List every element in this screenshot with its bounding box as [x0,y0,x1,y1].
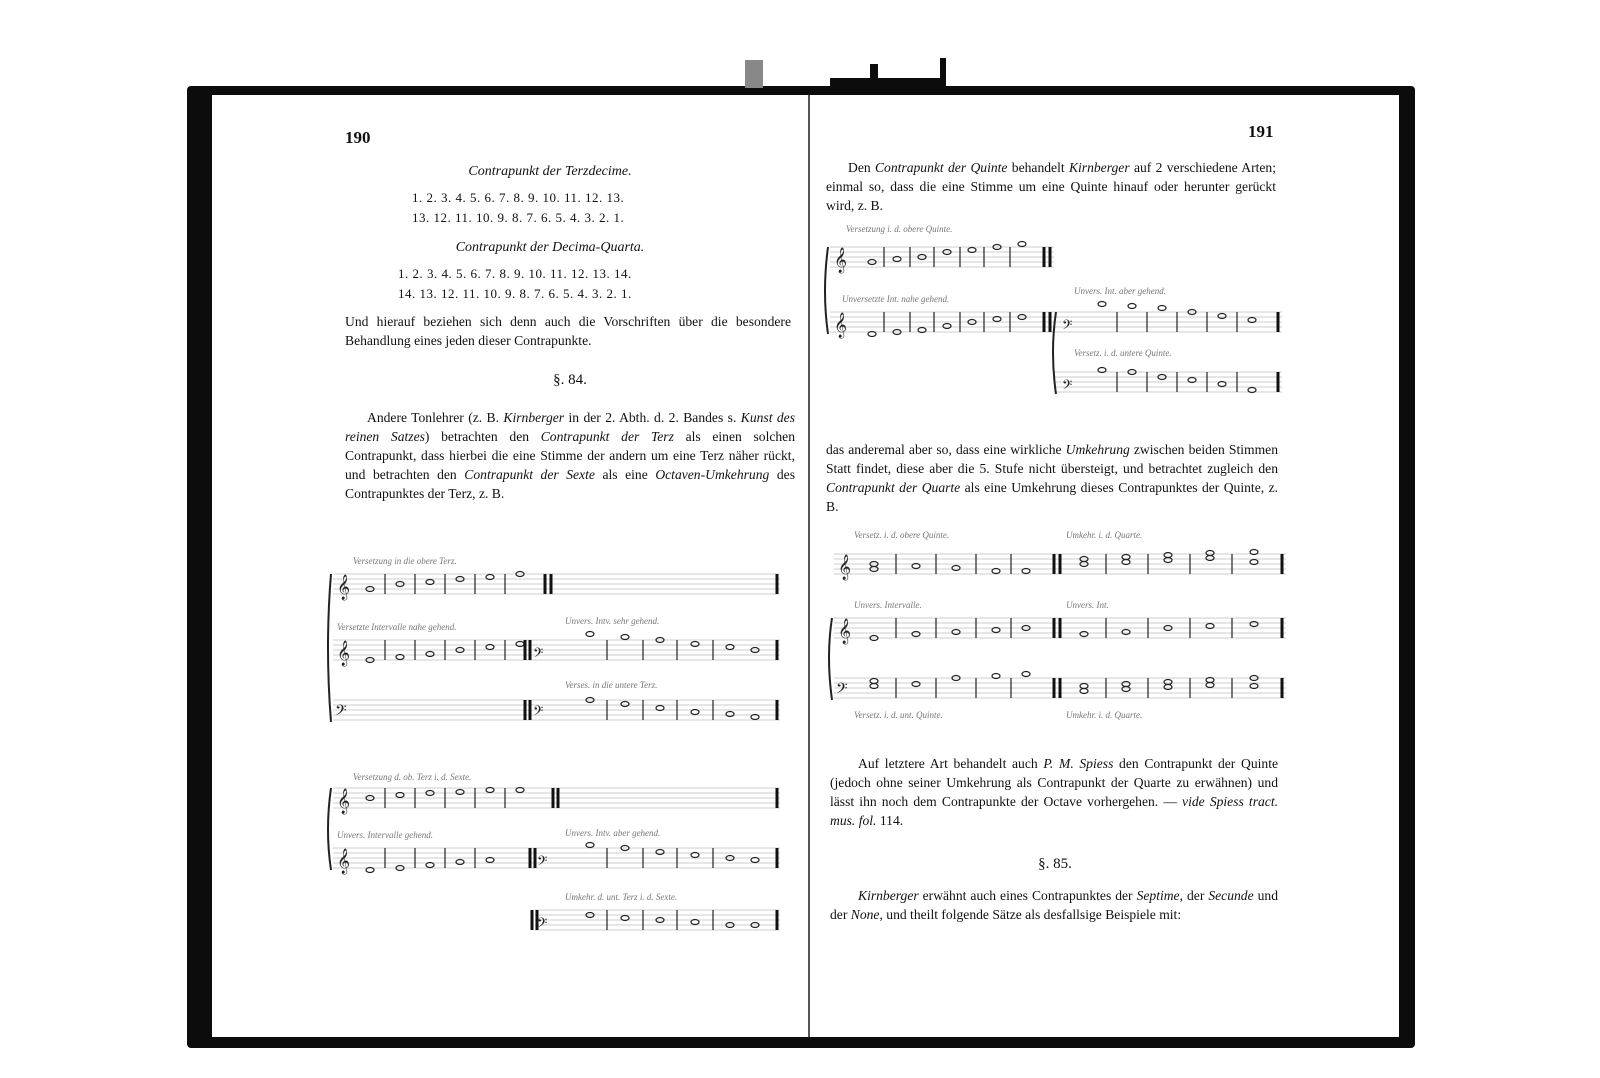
text-run: als einen solchen Contrapunkt, dass hierbei die eine Stimme der andern um eine Terz näher rückt, und betrachten den [345,429,796,482]
music-example-sexte [325,770,795,940]
text-run: 114. [876,813,904,828]
caption: Versetz. i. d. unt. Quinte. [854,710,943,720]
name-spiess: P. M. Spiess [1043,756,1114,771]
caption: Unversetzte Int. nahe gehend. [842,294,950,304]
text-run: den Contrapunkt der Quinte (jedoch ohne seiner Umkehrung als Contrapunkt der Quarte zu erwähnen) und lässt ihn noch dem Contrapunkte der Octave vorhergehen. — [830,756,1279,809]
term-septime: Septime [1136,888,1180,903]
svg-text:𝄢: 𝄢 [537,917,548,934]
caption: Versetzte Intervalle nahe gehend. [337,622,457,632]
text-run: und der [830,888,1278,922]
term-octaven-umkehrung: Octaven-Umkehrung [655,467,770,482]
svg-text:𝄞: 𝄞 [337,848,351,873]
svg-text:𝄞: 𝄞 [337,640,351,665]
svg-text:𝄞: 𝄞 [337,574,351,599]
section-84: §. 84. [553,372,587,388]
svg-text:𝄢: 𝄢 [335,702,347,722]
svg-text:𝄞: 𝄞 [834,312,848,337]
caption: Versetzung d. ob. Terz i. d. Sexte. [353,772,472,782]
right-paragraph-3 [830,754,1278,830]
text-run: , und theilt folgende Sätze als desfallsige Beispiele mit: [879,907,1182,922]
right-paragraph-1 [826,158,1276,215]
caption: Umkehr. i. d. Quarte. [1066,530,1143,540]
caption: Verses. in die untere Terz. [565,680,658,690]
text-run: ) betrachten den [424,429,541,444]
citation-spiess: vide Spiess tract. mus. fol. [830,794,1278,828]
svg-text:𝄢: 𝄢 [533,647,544,664]
cover-top-smudge [745,60,763,88]
left-paragraph-1 [345,312,791,350]
text-run: in der 2. Abth. d. 2. Bandes s. [564,410,741,425]
caption: Unvers. Int. [1066,600,1109,610]
music-example-quinte [822,222,1292,404]
left-paragraph-1-text: Und hierauf beziehen sich denn auch die Vorschriften über die besondere Behandlung eines jeden dieser Contrapunkte. [345,314,791,348]
text-run: Auf letztere Art behandelt auch [858,756,1044,771]
svg-text:𝄢: 𝄢 [836,680,848,700]
cover-top-strip [830,78,940,88]
right-paragraph-2 [826,440,1278,516]
svg-text:𝄢: 𝄢 [533,705,544,722]
decima-quarta-row-1: 1. 2. 3. 4. 5. 6. 7. 8. 9. 10. 11. 12. 13. 14. [398,266,632,281]
caption: Umkehr. d. unt. Terz i. d. Sexte. [565,892,678,902]
left-paragraph-2 [345,408,795,503]
term-contrapunkt-quinte: Contrapunkt der Quinte [874,160,1008,175]
music-example-quarte [826,526,1296,726]
text-run: behandelt [1007,160,1069,175]
caption: Unvers. Intervalle. [854,600,922,610]
caption: Versetz. i. d. untere Quinte. [1074,348,1172,358]
right-page-number: 191 [1248,122,1274,141]
term-secunde: Secunde [1208,888,1254,903]
text-run: , der [1179,888,1209,903]
term-contrapunkt-terz: Contrapunkt der Terz [540,429,674,444]
name-kirnberger: Kirnberger [503,410,565,425]
term-umkehrung: Umkehrung [1065,442,1130,457]
text-run: zwischen beiden Stimmen Statt findet, diese aber die 5. Stufe nicht übersteigt, und betrachtet zugleich den [826,442,1278,476]
term-none: None [850,907,880,922]
heading-decima-quarta: Contrapunkt der Decima-Quarta. [455,240,645,255]
text-run: als eine [594,467,656,482]
terzdecime-row-2: 13. 12. 11. 10. 9. 8. 7. 6. 5. 4. 3. 2. 1. [412,210,625,225]
name-kirnberger: Kirnberger [1068,160,1130,175]
caption: Versetzung in die obere Terz. [353,556,457,566]
svg-text:𝄞: 𝄞 [834,247,848,272]
text-run: Den [848,160,875,175]
heading-terzdecime: Contrapunkt der Terzdecime. [468,164,632,179]
text-run: des Contrapunktes der Terz, z. B. [345,467,795,501]
text-run: Andere Tonlehrer (z. B. [367,410,504,425]
caption: Unvers. Intervalle gehend. [337,830,433,840]
caption: Unvers. Int. aber gehend. [1074,286,1166,296]
book-title-kunst: Kunst des reinen Satzes [345,410,795,444]
svg-text:𝄞: 𝄞 [838,618,852,643]
caption: Umkehr. i. d. Quarte. [1066,710,1143,720]
music-example-terz [325,552,795,732]
cover-tab-mark [940,58,946,88]
text-run: das anderemal aber so, dass eine wirkliche [826,442,1066,457]
name-kirnberger: Kirnberger [858,888,919,903]
svg-text:𝄞: 𝄞 [337,788,351,813]
caption: Versetz. i. d. obere Quinte. [854,530,950,540]
text-run: als eine Umkehrung dieses Contrapunktes der Quinte, z. B. [826,480,1279,514]
left-page-number: 190 [345,128,371,147]
term-contrapunkt-sexte: Contrapunkt der Sexte [464,467,595,482]
svg-text:𝄢: 𝄢 [1062,379,1073,396]
svg-text:𝄞: 𝄞 [838,554,852,579]
caption: Unvers. Intv. aber gehend. [565,828,661,838]
svg-text:𝄢: 𝄢 [1062,319,1073,336]
term-contrapunkt-quarte: Contrapunkt der Quarte [826,480,961,495]
text-run: erwähnt auch eines Contrapunktes der [918,888,1137,903]
decima-quarta-row-2: 14. 13. 12. 11. 10. 9. 8. 7. 6. 5. 4. 3. 2. 1. [398,286,632,301]
right-paragraph-4 [830,886,1278,924]
svg-text:𝄢: 𝄢 [537,855,548,872]
section-85: §. 85. [1038,856,1072,872]
caption: Versetzung i. d. obere Quinte. [846,224,953,234]
text-run: auf 2 verschiedene Arten; einmal so, dass die eine Stimme um eine Quinte hinauf oder herunter gerückt wird, z. B. [826,160,1276,213]
terzdecime-row-1: 1. 2. 3. 4. 5. 6. 7. 8. 9. 10. 11. 12. 13. [412,190,625,205]
caption: Unvers. Intv. sehr gehend. [565,616,660,626]
